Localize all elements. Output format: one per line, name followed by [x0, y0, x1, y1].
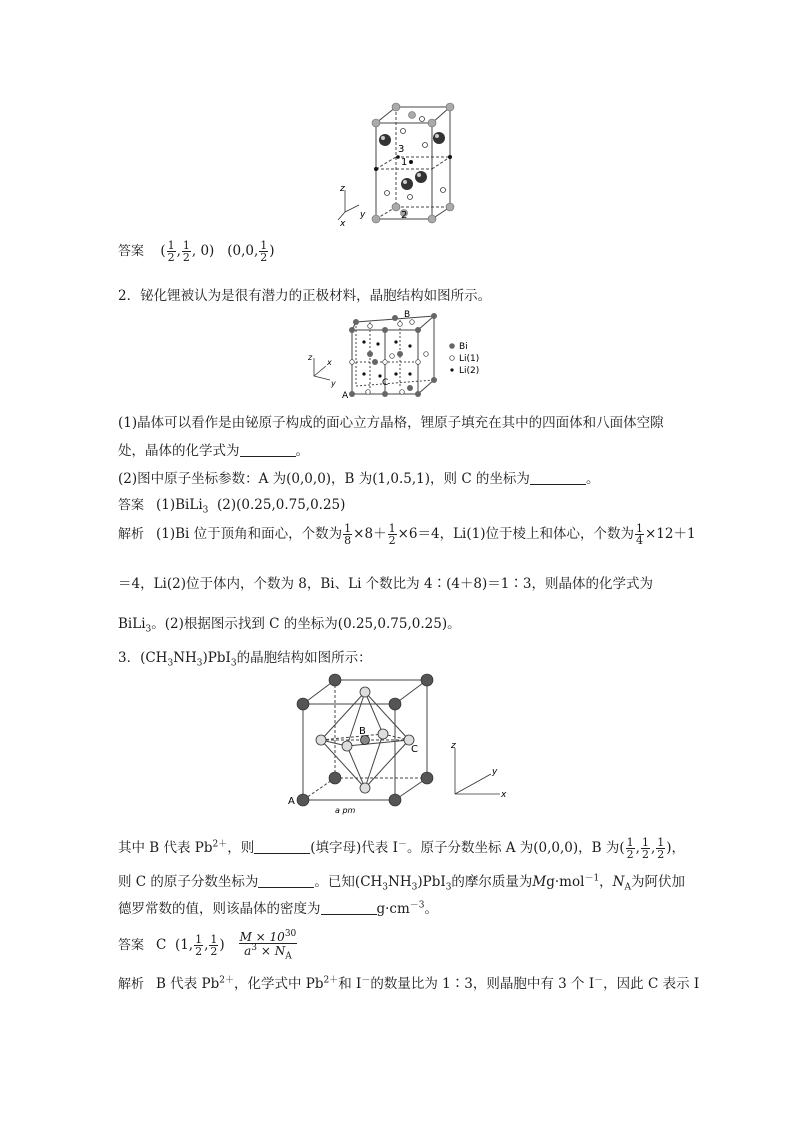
fig3-label-apm: a pm	[335, 806, 356, 815]
fig1-label-3: 3	[398, 144, 405, 155]
figure-2-bili3-cell	[300, 308, 510, 400]
q2-analysis-line2: ＝4，Li(2)位于体内，个数为 8，Bi、Li 个数比为 4∶(4＋8)＝1∶3，则晶体的化学式为	[118, 576, 653, 592]
q2-part1: (1)晶体可以看作是由铋原子构成的面心立方晶格，锂原子填充在其中的四面体和八面体空隙	[118, 415, 664, 431]
q1-answer: 答案 ( $\frac{1}{2}$ , $\frac{1}{2}$ , 0) (0,0, $\frac{1}{2}$ )	[118, 239, 275, 264]
svg-text:y: y	[492, 767, 498, 777]
fig1-label-1: 1	[401, 157, 408, 168]
svg-text:x: x	[340, 219, 346, 229]
figure-1-unit-cell	[330, 95, 470, 230]
q3-line2: 则 C 的原子分数坐标为 。已知$(CH_3NH_3)PbI_3$的摩尔质量为Mg·mol$^{-1}$，$N_A$为阿伏加	[118, 873, 685, 893]
svg-text:z: z	[340, 184, 345, 194]
svg-text:y: y	[360, 210, 366, 220]
fig3-label-C: C	[411, 744, 418, 755]
figure-3-perovskite-cell	[285, 670, 525, 815]
fig2-label-B: B	[404, 310, 411, 320]
fig3-label-A: A	[288, 796, 295, 807]
q3-stem: 3．$(CH_3NH_3)PbI_3$的晶胞结构如图所示：	[118, 650, 372, 669]
svg-text:z: z	[451, 741, 456, 751]
blank-q3-2[interactable]	[258, 886, 314, 888]
q3-line3: 德罗常数的值，则该晶体的密度为 $g\cdot cm^{-3}$。	[118, 900, 439, 917]
blank-q2-1[interactable]	[240, 455, 296, 457]
q3-line1: 其中 B 代表 $Pb^{2+}$，则 (填字母)代表 I－。原子分数坐标 A 为(0,0,0)，B 为( $\frac{1}{2}$ , $\frac{1}{2}$ , $\frac{1}{2}$ )，	[118, 836, 686, 861]
q2-answer: 答案 (1)BiLi$_3$ (2)(0.25,0.75,0.25)	[118, 497, 346, 516]
fig3-label-B: B	[359, 726, 366, 737]
fig1-label-2: 2	[401, 210, 408, 221]
blank-q2-2[interactable]	[530, 483, 586, 485]
fig2-label-C: C	[382, 378, 389, 388]
fig2-label-A: A	[342, 391, 349, 401]
legend-li2: Li(2)	[459, 366, 480, 376]
q2-part1-line2: 处，晶体的化学式为 。	[118, 443, 309, 459]
blank-q3-3[interactable]	[321, 913, 377, 915]
svg-text:x: x	[501, 790, 507, 800]
q2-analysis-line3: BiLi$_3$。(2)根据图示找到 C 的坐标为(0.25,0.75,0.25)。	[118, 616, 461, 635]
q2-analysis-line1: 解析 (1)Bi 位于顶角和面心，个数为 $\frac{1}{8}$ ×8＋ $\frac{1}{2}$ ×6＝4，Li(1)位于棱上和体心，个数为 $\frac{1}{4}$ ×12＋1	[118, 522, 696, 547]
q3-analysis: 解析 B 代表 $Pb^{2+}$，化学式中 $Pb^{2+}$和 I－的数量比为 1∶3，则晶胞中有 3 个 I－，因此 C 表示 I	[118, 975, 700, 992]
q3-answer: 答案 C (1, $\frac{1}{2}$ , $\frac{1}{2}$ ) $\frac{M \times 10^{30}}{a^3 \times N_A}$	[118, 929, 297, 962]
legend-li1: Li(1)	[459, 354, 480, 364]
q2-stem: 2．铋化锂被认为是很有潜力的正极材料，晶胞结构如图所示。	[118, 288, 492, 304]
svg-text:z: z	[308, 353, 313, 362]
legend-bi: Bi	[459, 342, 468, 352]
answer-tag: 答案	[118, 244, 145, 259]
q2-part2: (2)图中原子坐标参数：A 为(0,0,0)，B 为(1,0.5,1)，则 C 的坐标为 。	[118, 471, 600, 487]
svg-text:y: y	[331, 379, 336, 388]
svg-text:x: x	[327, 358, 332, 367]
blank-q3-1[interactable]	[254, 852, 310, 854]
